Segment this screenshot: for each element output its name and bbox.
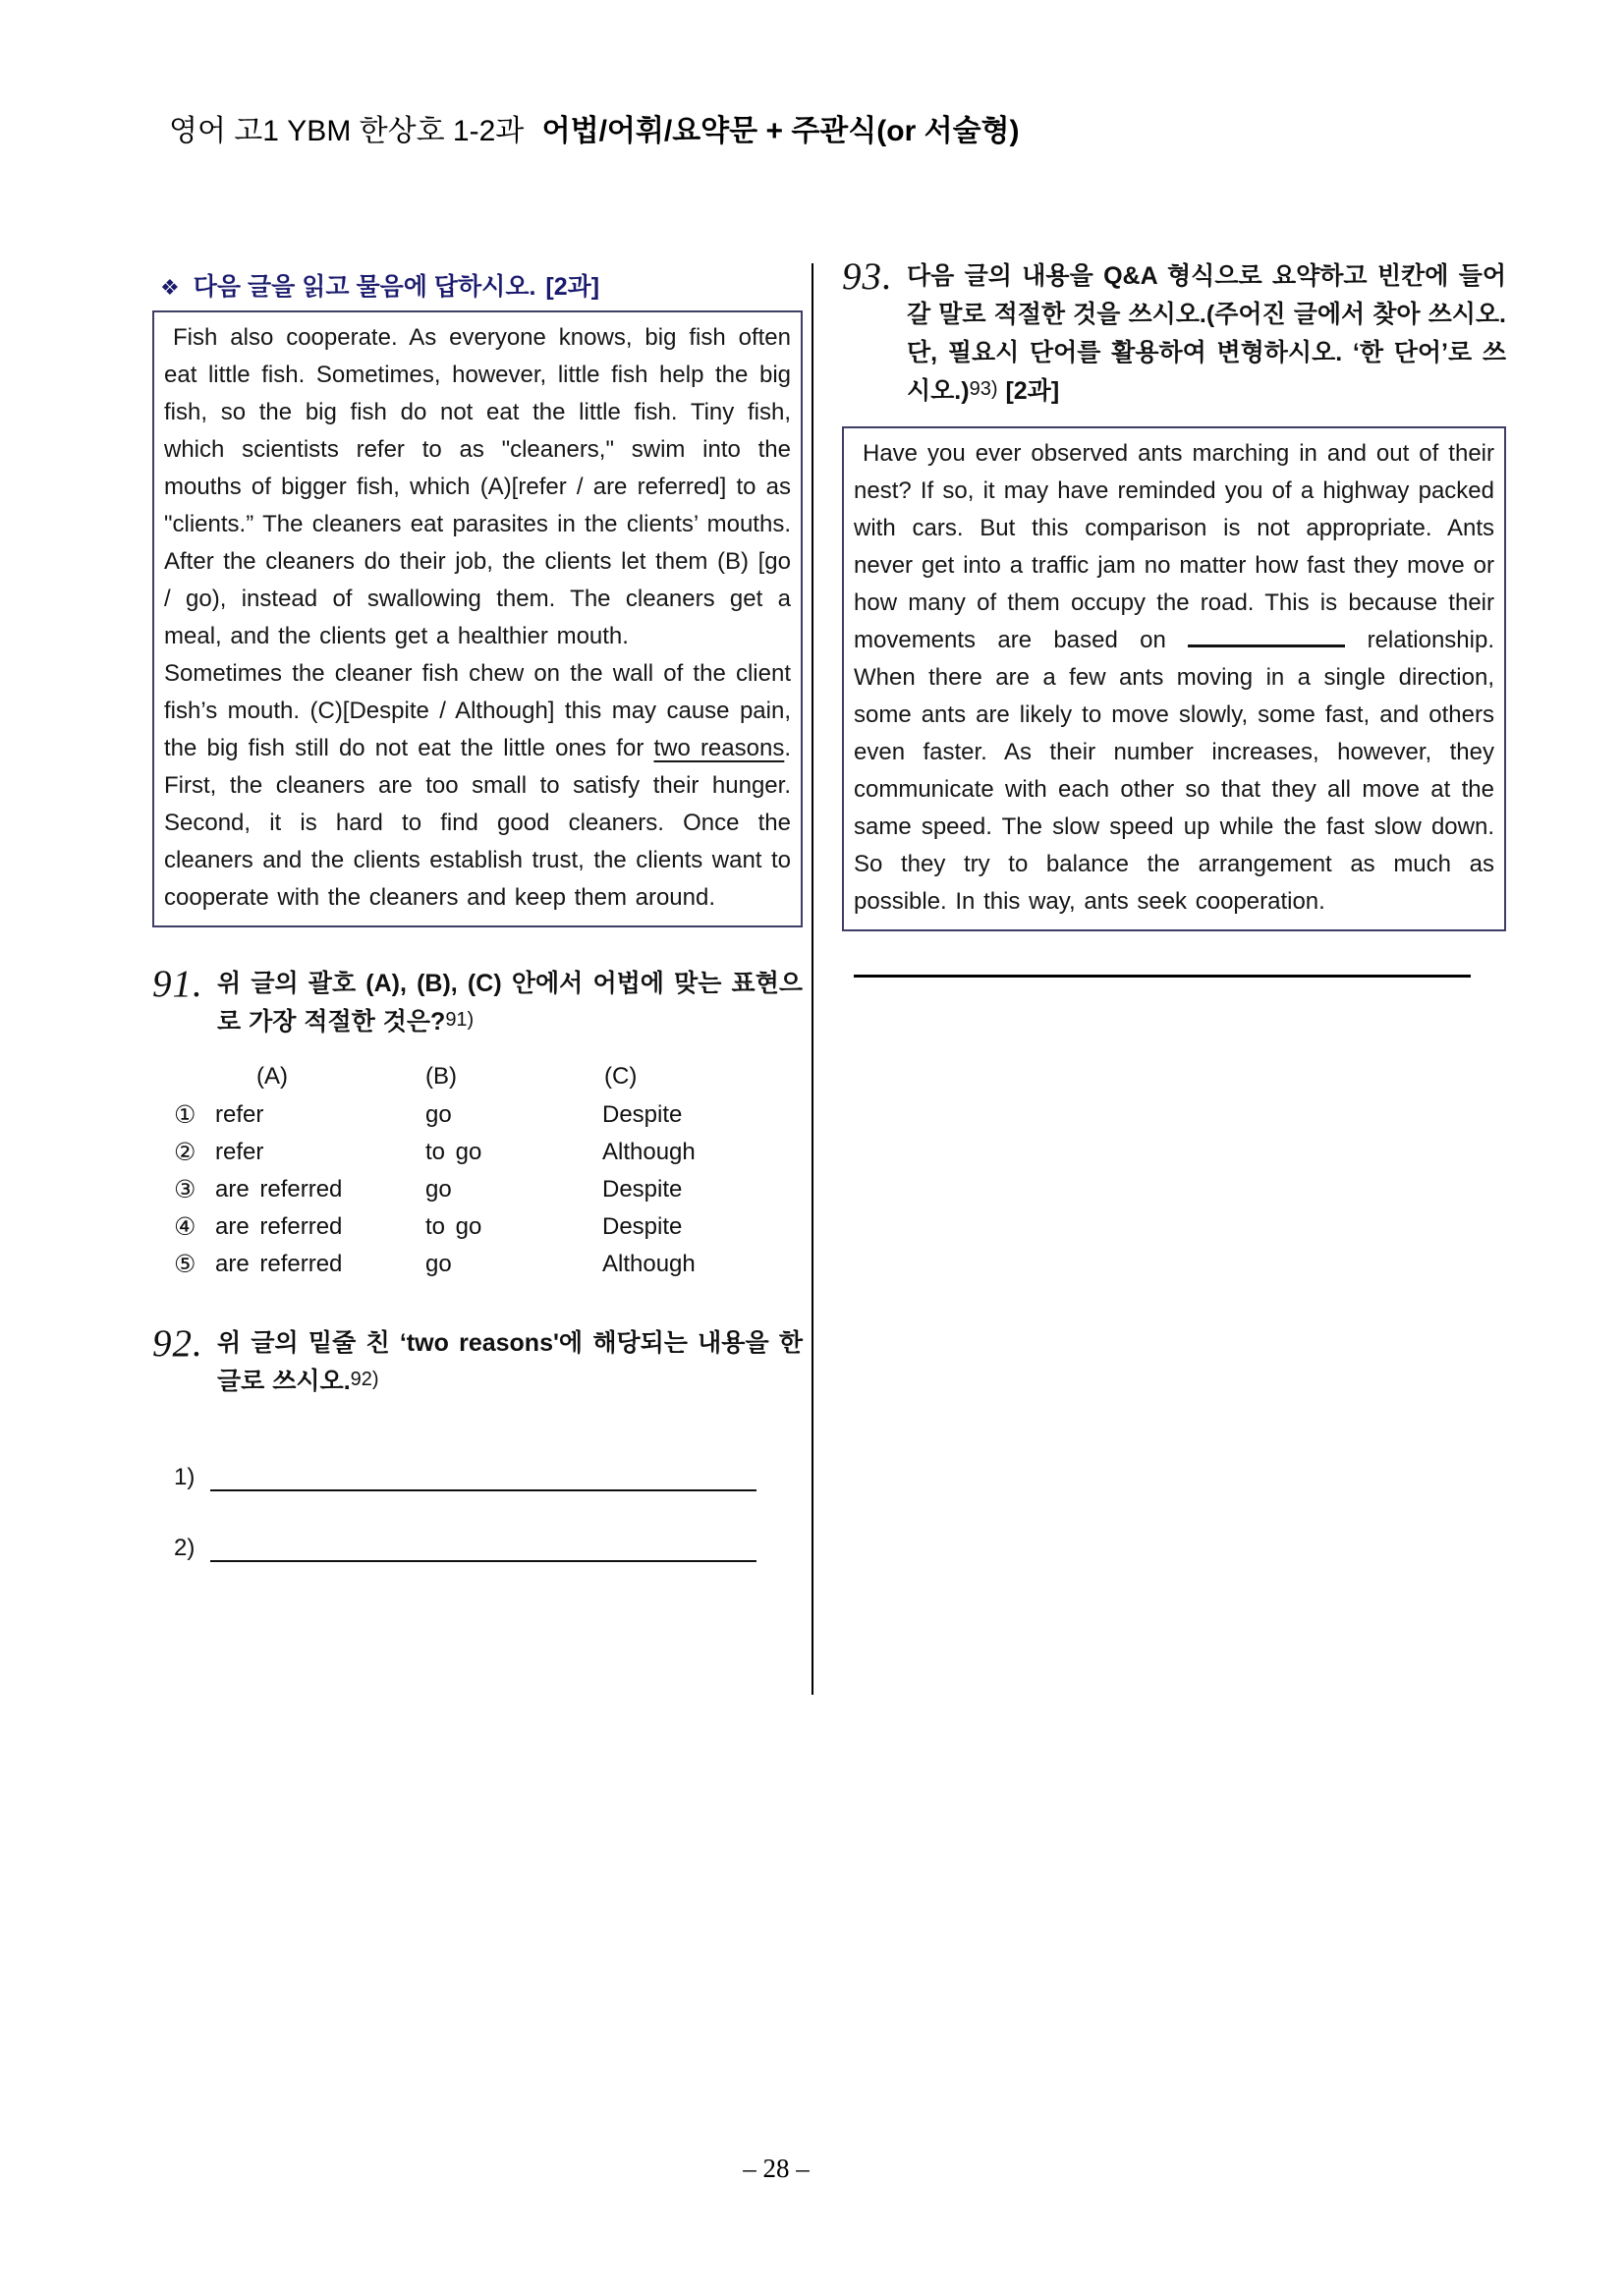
question-92 bbox=[152, 1324, 803, 1403]
page-title bbox=[169, 106, 1020, 149]
passage-fish-paragraph-2 bbox=[164, 655, 791, 917]
answer-blank-2-label: 2) bbox=[174, 1535, 196, 1561]
page-title-bold: 어법/어휘/요약문 + 주관식(or 서술형) bbox=[541, 115, 1020, 147]
question-91 bbox=[152, 965, 803, 1043]
section-header-tag: [2과] bbox=[545, 273, 600, 301]
option-1-c: Despite bbox=[602, 1101, 683, 1128]
question-91-options bbox=[174, 1057, 803, 1283]
option-5-b: go bbox=[425, 1251, 452, 1277]
option-row-5 bbox=[174, 1246, 803, 1283]
option-row-2 bbox=[174, 1134, 803, 1171]
option-1-b: go bbox=[425, 1101, 452, 1128]
option-2-c: Although bbox=[602, 1139, 696, 1165]
answer-line-93 bbox=[854, 975, 1471, 978]
question-91-text bbox=[217, 965, 803, 1043]
page-title-regular: 영어 고1 YBM 한상호 1-2과 bbox=[169, 115, 525, 147]
underlined-two-reasons: two reasons bbox=[653, 735, 785, 761]
question-93-text bbox=[907, 257, 1506, 413]
question-92-text-body: 위 글의 밑줄 친 ‘two reasons'에 해당되는 내용을 한글로 쓰시오. bbox=[217, 1329, 803, 1395]
option-5-c: Although bbox=[602, 1251, 696, 1277]
question-92-number: 92. bbox=[152, 1322, 203, 1365]
option-4-a: are referred bbox=[215, 1213, 343, 1240]
right-column bbox=[842, 257, 1506, 978]
option-4-b: to go bbox=[425, 1213, 482, 1240]
question-93-text-body: 다음 글의 내용을 Q&A 형식으로 요약하고 빈칸에 들어갈 말로 적절한 것을 쓰시오.(주어진 글에서 찾아 쓰시오. 단, 필요시 단어를 활용하여 변형하시오. ‘한 단어’로 쓰시오.) bbox=[907, 262, 1506, 405]
question-92-text bbox=[217, 1324, 803, 1403]
option-1-number: ① bbox=[174, 1101, 196, 1129]
passage-ants bbox=[842, 426, 1506, 931]
passage-fish-p2-after: . First, the cleaners are too small to satisfy their hunger. Second, it is hard to find good cleaners. Once the cleaners and the clients establish trust, the clients want to cooperate with the cleaners and keep them around. bbox=[164, 735, 791, 911]
fill-in-blank-line bbox=[1188, 625, 1345, 647]
option-2-b: to go bbox=[425, 1139, 482, 1165]
passage-ants-paragraph bbox=[854, 435, 1494, 921]
diamond-icon: ❖ bbox=[160, 275, 180, 300]
options-header-row bbox=[174, 1057, 803, 1096]
answer-blank-1-label: 1) bbox=[174, 1464, 196, 1490]
option-2-a: refer bbox=[215, 1139, 264, 1165]
question-91-text-body: 위 글의 괄호 (A), (B), (C) 안에서 어법에 맞는 표현으로 가장 적절한 것은? bbox=[217, 970, 803, 1036]
question-93 bbox=[842, 257, 1506, 413]
column-divider bbox=[812, 263, 813, 1695]
option-2-number: ② bbox=[174, 1139, 196, 1166]
option-5-number: ⑤ bbox=[174, 1251, 196, 1278]
option-3-c: Despite bbox=[602, 1176, 683, 1203]
section-header-title: 다음 글을 읽고 물음에 답하시오. bbox=[193, 273, 536, 301]
answer-blank-1-line bbox=[210, 1464, 756, 1491]
option-3-number: ③ bbox=[174, 1176, 196, 1204]
passage-fish bbox=[152, 310, 803, 927]
passage-fish-p2-before: Sometimes the cleaner fish chew on the wall of the client fish’s mouth. (C)[Despite / Although] this may cause pain, the big fish still do not eat the little ones for bbox=[164, 660, 791, 761]
option-row-4 bbox=[174, 1208, 803, 1246]
answer-blank-row-1 bbox=[174, 1464, 803, 1491]
option-row-3 bbox=[174, 1171, 803, 1208]
option-3-a: are referred bbox=[215, 1176, 343, 1203]
question-93-tag: [2과] bbox=[1005, 377, 1060, 405]
passage-fish-paragraph-1: Fish also cooperate. As everyone knows, big fish often eat little fish. Sometimes, however, little fish help the big fish, so the big fish do not eat the little fish. Tiny fish, which scientists refer to as "cleaners," swim into the mouths of bigger fish, which (A)[refer / are referred] to as "clients.” The cleaners eat parasites in the clients’ mouths. After the cleaners do their job, the clients let them (B) [go / go), instead of swallowing them. The cleaners get a meal, and the clients get a healthier mouth. bbox=[164, 324, 791, 649]
options-header-b: (B) bbox=[425, 1063, 457, 1090]
option-3-b: go bbox=[425, 1176, 452, 1203]
options-header-c: (C) bbox=[604, 1063, 638, 1090]
question-92-footnote: 92) bbox=[350, 1369, 379, 1390]
option-4-c: Despite bbox=[602, 1213, 683, 1240]
question-91-footnote: 91) bbox=[445, 1009, 475, 1031]
passage-ants-after-blank: relationship. When there are a few ants moving in a single direction, some ants are likely to move slowly, some fast, and others even faster. As their number increases, however, they communicate with each other so that they all move at the same speed. The slow speed up while the fast slow down. So they try to balance the arrangement as much as possible. In this way, ants seek cooperation. bbox=[854, 627, 1494, 915]
question-91-number: 91. bbox=[152, 963, 203, 1005]
question-93-footnote: 93) bbox=[969, 378, 998, 400]
question-93-number: 93. bbox=[842, 255, 893, 298]
option-4-number: ④ bbox=[174, 1213, 196, 1241]
option-5-a: are referred bbox=[215, 1251, 343, 1277]
page-number: – 28 – bbox=[743, 2154, 810, 2183]
option-row-1 bbox=[174, 1096, 803, 1134]
answer-blank-row-2 bbox=[174, 1535, 803, 1562]
section-header bbox=[152, 257, 803, 310]
options-header-a: (A) bbox=[256, 1063, 288, 1090]
answer-blank-2-line bbox=[210, 1535, 756, 1562]
passage-ants-before-blank: Have you ever observed ants marching in and out of their nest? If so, it may have reminded you of a highway packed with cars. But this comparison is not appropriate. Ants never get into a traffic jam no matter how fast they move or how many of them occupy the road. This is because their movements are based on bbox=[854, 440, 1494, 653]
option-1-a: refer bbox=[215, 1101, 264, 1128]
left-column bbox=[152, 257, 803, 1562]
